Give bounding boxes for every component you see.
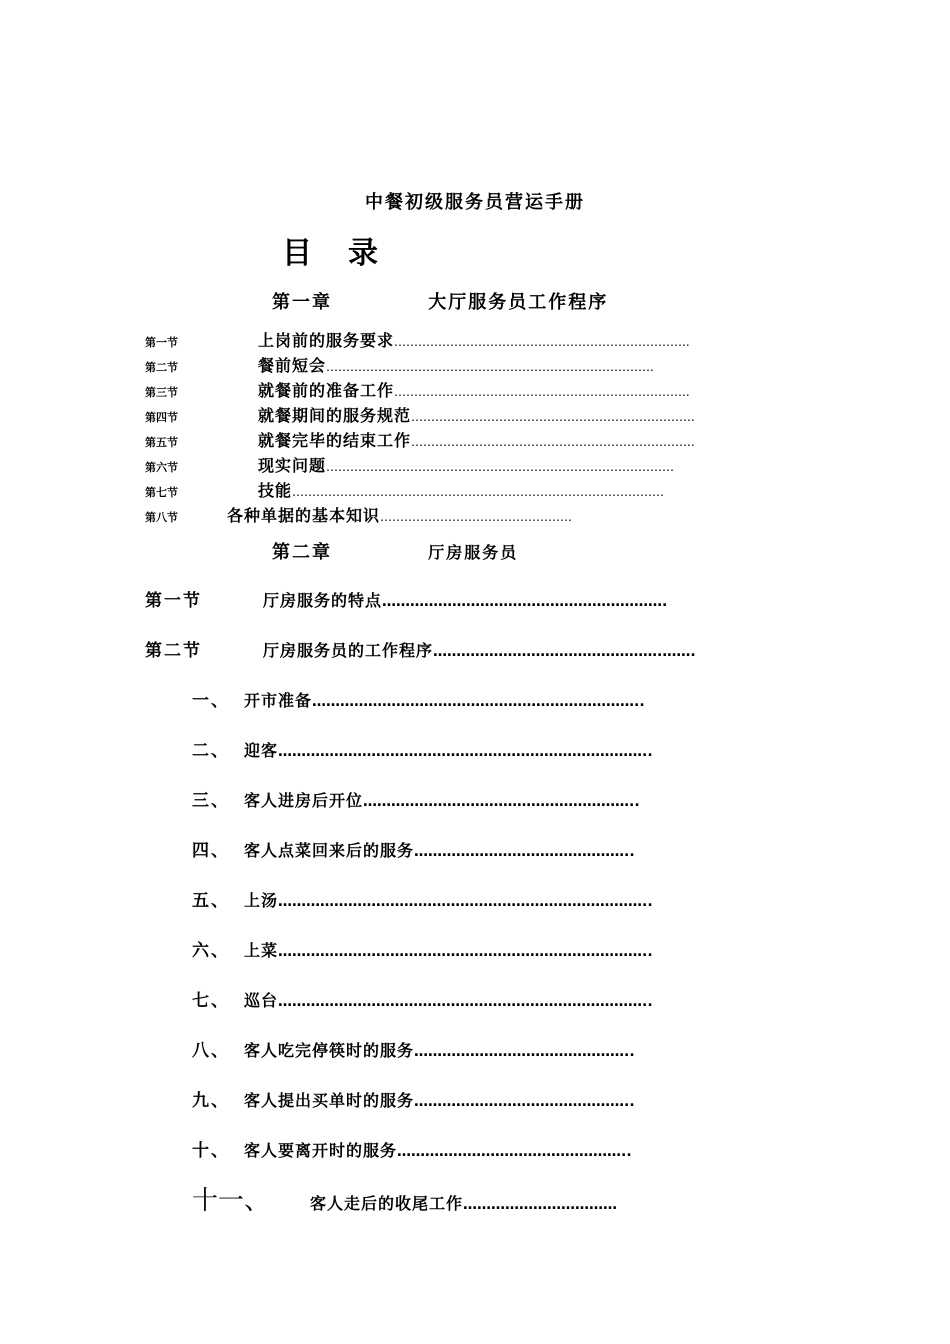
entry-title: 就餐完毕的结束工作 [258, 431, 412, 450]
entry-label: 第一节 [145, 336, 178, 349]
entry-title: 上菜 [244, 941, 279, 960]
entry-leader: …………………………………………………………………….. [278, 944, 653, 960]
chapter-2-title: 厅房服务员 [428, 543, 519, 562]
entry-leader: ………………………………………………………………………. [326, 360, 654, 374]
toc-entry-ch1-3[interactable] [145, 378, 765, 401]
toc-heading: 目录 [282, 236, 414, 271]
entry-leader: …………………………………………………………….. [411, 410, 695, 424]
entry-title: 巡台 [244, 991, 279, 1010]
chapter-1-title: 大厅服务员工作程序 [428, 292, 609, 313]
entry-leader: ………………………………………………………………………………… [292, 485, 665, 499]
entry-title: 迎客 [244, 741, 279, 760]
toc-entry-ch1-4[interactable] [145, 403, 765, 426]
entry-title: 上岗前的服务要求 [258, 331, 395, 350]
entry-leader: …………………………… [463, 1197, 618, 1213]
toc-entry-ch2-item-10[interactable] [192, 1136, 775, 1161]
entry-label: 六、 [192, 941, 230, 961]
entry-title: 各种单据的基本知识 [227, 506, 381, 525]
entry-label: 第五节 [145, 436, 178, 449]
entry-label: 二、 [192, 741, 230, 761]
entry-label: 第三节 [145, 386, 178, 399]
entry-leader: …………………………………………………………………………… [326, 460, 675, 474]
entry-label: 五、 [192, 891, 230, 911]
entry-leader: …………………………………………………………….. [312, 694, 645, 710]
entry-leader: ……………………………………………………. [382, 594, 668, 610]
entry-title: 技能 [258, 481, 293, 500]
entry-title: 客人点菜回来后的服务 [244, 841, 415, 860]
entry-label: 第二节 [145, 641, 202, 661]
toc-entry-ch2-item-2[interactable] [192, 736, 775, 761]
toc-entry-ch2-section-1[interactable] [145, 586, 775, 611]
chapter-2-number: 第二章 [272, 542, 332, 563]
entry-leader: …………………………………………………………………….. [278, 894, 653, 910]
entry-leader: ……………………………………….. [414, 1094, 635, 1110]
toc-entry-ch2-item-7[interactable] [192, 986, 775, 1011]
toc-entry-ch1-1[interactable] [145, 328, 765, 351]
toc-entry-ch1-6[interactable] [145, 453, 765, 476]
entry-label: 十、 [192, 1141, 230, 1161]
entry-label: 七、 [192, 991, 230, 1011]
entry-label: 四、 [192, 841, 230, 861]
entry-leader: ……………………………………….. [414, 1044, 635, 1060]
chapter-1-heading [272, 288, 608, 314]
document-title: 中餐初级服务员营运手册 [365, 192, 585, 213]
entry-label: 第二节 [145, 361, 178, 374]
chapter-2-heading [272, 538, 518, 564]
entry-leader: …………………………………………………………………….. [278, 744, 653, 760]
toc-entry-ch1-7[interactable] [145, 478, 765, 501]
entry-title: 厅房服务员的工作程序 [263, 641, 434, 660]
entry-leader: …………………………………………………………………….. [278, 994, 653, 1010]
entry-label: 第四节 [145, 411, 178, 424]
toc-entry-ch2-item-9[interactable] [192, 1086, 775, 1111]
toc-entry-ch1-2[interactable] [145, 353, 765, 376]
entry-label: 九、 [192, 1091, 230, 1111]
entry-label: 第七节 [145, 486, 178, 499]
entry-title: 餐前短会 [258, 356, 327, 375]
entry-title: 上汤 [244, 891, 279, 910]
entry-label: 一、 [192, 691, 230, 711]
entry-leader: ………………………………………….……. [433, 644, 696, 660]
toc-entry-ch1-5[interactable] [145, 428, 765, 451]
entry-leader: ……………………………………………………………….. [394, 335, 690, 349]
entry-title: 就餐前的准备工作 [258, 381, 395, 400]
entry-title: 客人走后的收尾工作 [310, 1194, 464, 1213]
entry-leader: ………………………………………….. [397, 1144, 632, 1160]
entry-leader: ……………………………………………………………….. [394, 385, 690, 399]
entry-title: 客人进房后开位 [244, 791, 364, 810]
toc-entry-ch2-item-3[interactable] [192, 786, 775, 811]
entry-label: 三、 [192, 791, 230, 811]
entry-leader: ……………………………………….. [414, 844, 635, 860]
chapter-1-number: 第一章 [272, 292, 332, 313]
toc-entry-last[interactable] [192, 1180, 752, 1217]
entry-leader: ………………………………………………….. [363, 794, 640, 810]
toc-entry-ch2-item-8[interactable] [192, 1036, 775, 1061]
toc-entry-ch2-item-6[interactable] [192, 936, 775, 961]
entry-title: 客人吃完停筷时的服务 [244, 1041, 415, 1060]
toc-entry-ch2-item-5[interactable] [192, 886, 775, 911]
entry-label: 十一、 [192, 1186, 271, 1216]
toc-entry-ch2-item-4[interactable] [192, 836, 775, 861]
toc-entry-ch2-section-2[interactable] [145, 636, 775, 661]
entry-leader: ………………………………………… [380, 510, 573, 524]
entry-label: 八、 [192, 1041, 230, 1061]
entry-title: 客人要离开时的服务 [244, 1141, 398, 1160]
toc-entry-ch2-item-1[interactable] [192, 686, 775, 711]
entry-title: 客人提出买单时的服务 [244, 1091, 415, 1110]
entry-title: 厅房服务的特点 [263, 591, 383, 610]
entry-label: 第一节 [145, 591, 202, 611]
entry-leader: …………………………………………………………….. [411, 435, 695, 449]
entry-title: 现实问题 [258, 456, 327, 475]
entry-label: 第六节 [145, 461, 178, 474]
toc-entry-ch1-8[interactable] [145, 503, 730, 526]
entry-title: 就餐期间的服务规范 [258, 406, 412, 425]
entry-title: 开市准备 [244, 691, 313, 710]
entry-label: 第八节 [145, 511, 178, 524]
